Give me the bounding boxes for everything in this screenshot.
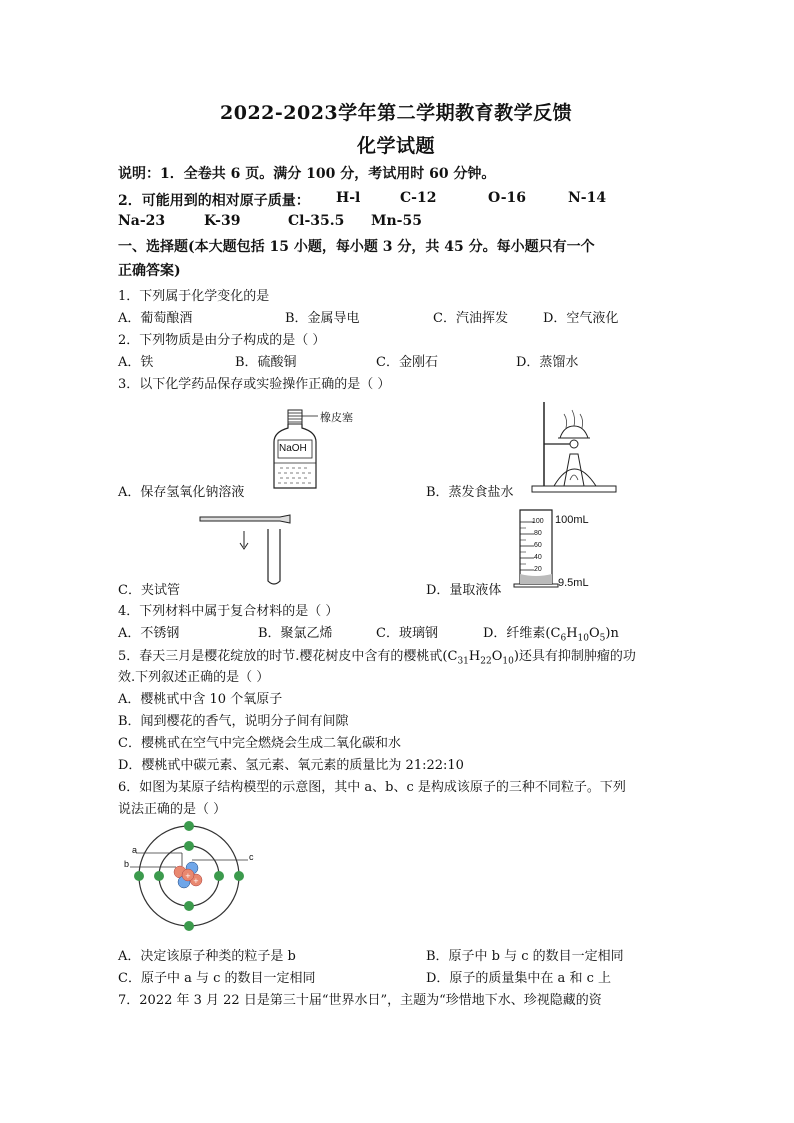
mass-n: N-14 bbox=[568, 190, 607, 206]
section-heading-cont: 正确答案) bbox=[118, 263, 181, 279]
mass-na: Na-23 bbox=[118, 213, 166, 229]
q6-stem-line1: 6．如图为某原子结构模型的示意图，其中 a、b、c 是构成该原子的三种不同粒子。下列 bbox=[118, 780, 626, 795]
q2-option-b: B．硫酸铜 bbox=[235, 355, 297, 370]
q1-option-c: C．汽油挥发 bbox=[433, 311, 508, 326]
cylinder-tick-40: 40 bbox=[534, 554, 542, 561]
q4-stem: 4．下列材料中属于复合材料的是（ ） bbox=[118, 604, 339, 619]
cylinder-tick-20: 20 bbox=[534, 566, 542, 573]
q6-stem-line2: 说法正确的是（ ） bbox=[118, 802, 227, 817]
q1-option-d: D．空气液化 bbox=[543, 311, 619, 326]
test-tube-clamp-figure bbox=[198, 513, 298, 588]
cylinder-tick-80: 80 bbox=[534, 530, 542, 537]
q5-option-d: D．樱桃甙中碳元素、氢元素、氧元素的质量比为 21:22:10 bbox=[118, 758, 464, 773]
note-line-2-prefix: 2．可能用到的相对原子质量： bbox=[118, 193, 310, 209]
q1-stem: 1．下列属于化学变化的是 bbox=[118, 289, 270, 304]
svg-text:+: + bbox=[193, 877, 199, 885]
atom-model-figure bbox=[126, 822, 256, 932]
q3-option-d: D．量取液体 bbox=[426, 583, 502, 598]
q7-stem: 7．2022 年 3 月 22 日是第三十届“世界水日”，主题为“珍惜地下水、珍视隐藏的资 bbox=[118, 993, 602, 1008]
evaporation-setup-figure bbox=[530, 400, 620, 495]
q5-stem-line1: 5．春天三月是樱花绽放的时节.樱花树皮中含有的樱桃甙$(C_{31}H_{22}O_{10})$还具有抑制肿瘤的功 bbox=[118, 649, 636, 667]
cylinder-tick-100: 100 bbox=[532, 518, 544, 525]
q3-option-a: A．保存氢氧化钠溶液 bbox=[118, 485, 245, 500]
q2-option-a: A．铁 bbox=[118, 355, 154, 370]
cylinder-reading-label: 9.5mL bbox=[558, 577, 589, 589]
mass-k: K-39 bbox=[204, 213, 241, 229]
mass-h: H-l bbox=[336, 190, 361, 206]
q6-option-d: D．原子的质量集中在 a 和 c 上 bbox=[426, 971, 611, 986]
q3-stem: 3．以下化学药品保存或实验操作正确的是（ ） bbox=[118, 377, 391, 392]
q1-option-a: A．葡萄酿酒 bbox=[118, 311, 193, 326]
q6-option-c: C．原子中 a 与 c 的数目一定相同 bbox=[118, 971, 316, 986]
q4-option-d: D．纤维素$(C_6H_{10}O_5)n$ bbox=[483, 626, 619, 644]
q3-option-c: C．夹试管 bbox=[118, 583, 180, 598]
stopper-label: 橡皮塞 bbox=[320, 411, 353, 424]
q6-option-b: B．原子中 b 与 c 的数目一定相同 bbox=[426, 949, 624, 964]
note-line-1: 说明：1．全卷共 6 页。满分 100 分，考试用时 60 分钟。 bbox=[118, 166, 496, 182]
q1-option-b: B．金属导电 bbox=[285, 311, 360, 326]
atom-label-a: a bbox=[132, 845, 138, 855]
q3-option-b: B．蒸发食盐水 bbox=[426, 485, 514, 500]
q5-stem-line2: 效.下列叙述正确的是（ ） bbox=[118, 670, 270, 685]
exam-title: 2022-2023学年第二学期教育教学反馈 bbox=[220, 102, 573, 124]
cylinder-tick-60: 60 bbox=[534, 542, 542, 549]
mass-c: C-12 bbox=[400, 190, 437, 206]
section-heading: 一、选择题(本大题包括 15 小题，每小题 3 分，共 45 分。每小题只有一个 bbox=[118, 239, 595, 255]
svg-text:+: + bbox=[185, 872, 191, 880]
mass-cl: Cl-35.5 bbox=[288, 213, 345, 229]
mass-o: O-16 bbox=[488, 190, 527, 206]
q2-option-c: C．金刚石 bbox=[376, 355, 438, 370]
q4-option-c: C．玻璃钢 bbox=[376, 626, 438, 641]
q4-option-a: A．不锈钢 bbox=[118, 626, 180, 641]
atom-label-b: b bbox=[124, 859, 130, 869]
atom-label-c: c bbox=[249, 852, 254, 862]
naoh-bottle-label: NaOH bbox=[279, 443, 307, 454]
q4-option-b: B．聚氯乙烯 bbox=[258, 626, 333, 641]
q5-option-c: C．樱桃甙在空气中完全燃烧会生成二氧化碳和水 bbox=[118, 736, 401, 751]
q2-stem: 2．下列物质是由分子构成的是（ ） bbox=[118, 333, 326, 348]
q5-option-b: B．闻到樱花的香气，说明分子间有间隙 bbox=[118, 714, 349, 729]
exam-subtitle: 化学试题 bbox=[357, 135, 436, 157]
q5-option-a: A．樱桃甙中含 10 个氧原子 bbox=[118, 692, 283, 707]
q2-option-d: D．蒸馏水 bbox=[516, 355, 579, 370]
mass-mn: Mn-55 bbox=[371, 213, 422, 229]
cylinder-top-label: 100mL bbox=[555, 514, 589, 526]
q6-option-a: A．决定该原子种类的粒子是 b bbox=[118, 949, 296, 964]
